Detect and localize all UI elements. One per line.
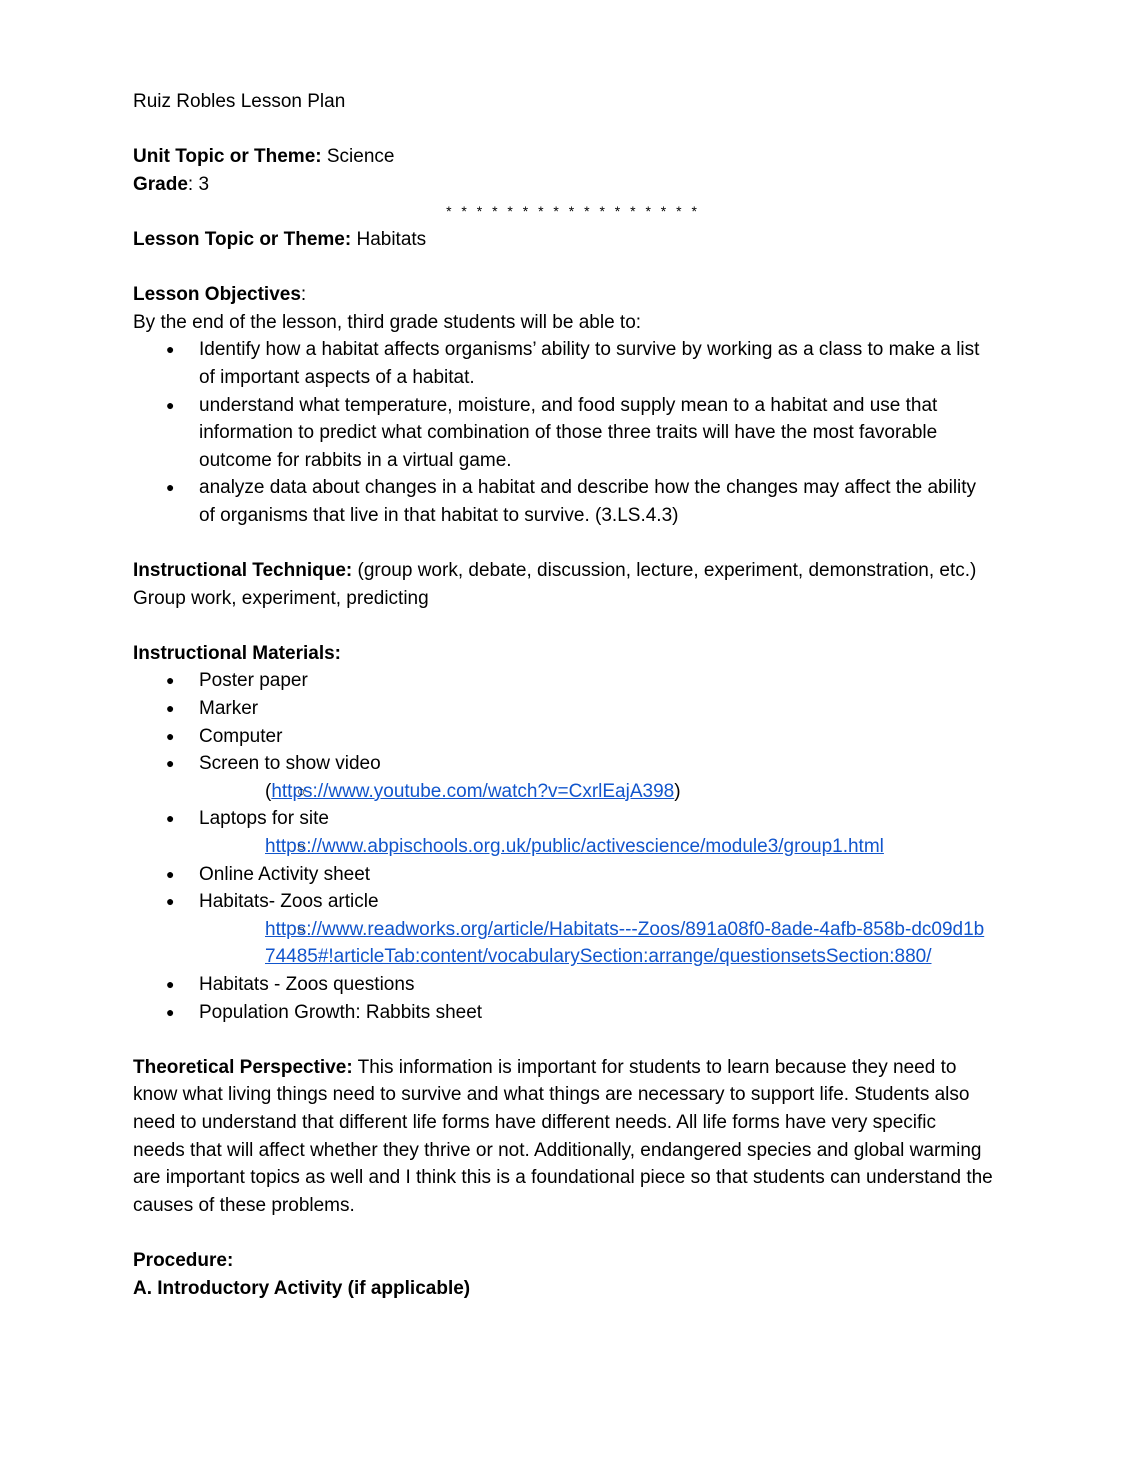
- document-title: Ruiz Robles Lesson Plan: [133, 91, 346, 112]
- objectives-label: Lesson Objectives: [133, 284, 301, 306]
- lesson-topic-label: Lesson Topic or Theme:: [133, 228, 352, 250]
- video-sublist: [199, 778, 993, 806]
- material-item: ● Poster paper: [133, 667, 993, 695]
- objective-item: ● analyze data about changes in a habitat and describe how the changes may affect the ability of organisms that live in that habitat to survive. (3.LS.4.3): [133, 474, 993, 529]
- material-item: ● Online Activity sheet: [133, 861, 993, 889]
- site-subitem: [199, 833, 993, 861]
- objectives-heading: Lesson Objectives:: [133, 284, 307, 306]
- section-divider: * * * * * * * * * * * * * * * * *: [446, 203, 700, 220]
- article-sublist: [199, 916, 993, 971]
- technique-value: (group work, debate, discussion, lecture, experiment, demonstration, etc.) Group work, experiment, predicting: [133, 560, 977, 609]
- grade: [133, 171, 993, 199]
- material-item: ● Habitats- Zoos article ○ https://www.readworks.org/article/Habitats---Zoos/891a08f0-8ade-4afb-858b-dc09d1b74485#!articleTab:content/vocabularySection:arrange/questionsetsSection:880/: [133, 888, 993, 971]
- objectives-intro: By the end of the lesson, third grade students will be able to:: [133, 311, 642, 333]
- site-sublist: [199, 833, 993, 861]
- article-subitem: [199, 916, 993, 971]
- lesson-topic: [133, 226, 993, 254]
- introductory-activity-heading: A. Introductory Activity (if applicable): [133, 1277, 471, 1299]
- material-item: ● Marker: [133, 695, 993, 723]
- video-link[interactable]: https://www.youtube.com/watch?v=CxrlEajA398: [271, 780, 675, 802]
- unit-topic-value: Science: [321, 146, 395, 168]
- grade-value: : 3: [187, 173, 210, 195]
- materials-list: [133, 667, 993, 1026]
- readworks-link[interactable]: https://www.readworks.org/article/Habitats---Zoos/891a08f0-8ade-4afb-858b-dc09d1b74485#!articleTab:content/vocabularySection:arrange/questionsetsSection:880/: [265, 918, 985, 968]
- theoretical-perspective: [133, 1054, 993, 1220]
- procedure-heading: Procedure:: [133, 1249, 234, 1271]
- objective-item: ● Identify how a habitat affects organisms’ ability to survive by working as a class to make a list of important aspects of a habitat.: [133, 336, 993, 391]
- document-body: [133, 88, 993, 1302]
- unit-topic: [133, 143, 993, 171]
- objectives-list: [133, 336, 993, 529]
- materials-label: Instructional Materials:: [133, 642, 341, 664]
- material-item: ● Computer: [133, 723, 993, 751]
- grade-label: Grade: [133, 173, 188, 195]
- perspective-label: Theoretical Perspective:: [133, 1056, 353, 1078]
- perspective-value: This information is important for students to learn because they need to know what living things need to survive and what things are necessary to support life. Students also need to understand that different life forms have different needs. All life forms have very specific needs that will affect whether they thrive or not. Additionally, endangered species and global warming are important topics as well and I think this is a foundational piece so that students can understand the causes of these problems.: [133, 1056, 993, 1216]
- material-item: ● Screen to show video ○ (https://www.youtube.com/watch?v=CxrlEajA398): [133, 750, 993, 805]
- material-item: ● Laptops for site ○ https://www.abpischools.org.uk/public/activescience/module3/group1.html: [133, 805, 993, 860]
- technique-label: Instructional Technique:: [133, 560, 353, 582]
- material-item: ● Population Growth: Rabbits sheet: [133, 999, 993, 1027]
- objective-item: ● understand what temperature, moisture, and food supply mean to a habitat and use that information to predict what combination of those three traits will have the most favorable outcome for rabbits in a virtual game.: [133, 392, 993, 475]
- materials-heading: [133, 640, 993, 668]
- material-item: ● Habitats - Zoos questions: [133, 971, 993, 999]
- instructional-technique: [133, 557, 993, 612]
- lesson-topic-value: Habitats: [351, 228, 427, 250]
- video-subitem: ○ (https://www.youtube.com/watch?v=CxrlEajA398): [199, 778, 993, 806]
- unit-topic-label: Unit Topic or Theme:: [133, 146, 322, 168]
- activescience-link[interactable]: https://www.abpischools.org.uk/public/activescience/module3/group1.html: [265, 836, 884, 858]
